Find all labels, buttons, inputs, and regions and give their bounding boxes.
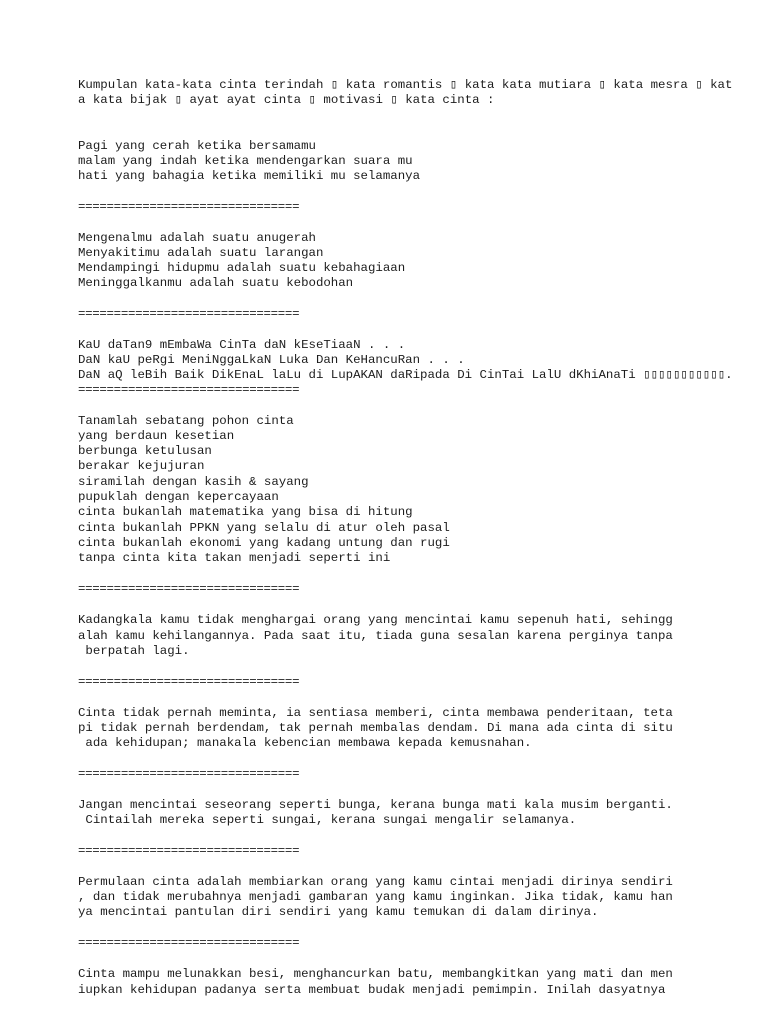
separator-1: ===============================	[78, 200, 300, 214]
separator-2: ===============================	[78, 307, 300, 321]
poem-1-line-1: Pagi yang cerah ketika bersamamu	[78, 139, 316, 153]
paragraph-3-line-2: Cintailah mereka seperti sungai, kerana sungai mengalir selamanya.	[78, 813, 577, 827]
poem-4-line-1: Tanamlah sebatang pohon cinta	[78, 414, 294, 428]
intro-line-1: Kumpulan kata-kata cinta terindah ▯ kata romantis ▯ kata kata mutiara ▯ kata mesra ▯ kat	[78, 78, 733, 92]
separator-8: ===============================	[78, 936, 300, 950]
paragraph-4-line-2: , dan tidak merubahnya menjadi gambaran yang kamu inginkan. Jika tidak, kamu han	[78, 890, 673, 904]
paragraph-1-line-1: Kadangkala kamu tidak menghargai orang yang mencintai kamu sepenuh hati, sehingg	[78, 613, 673, 627]
poem-4-line-4: berakar kejujuran	[78, 459, 205, 473]
paragraph-2-line-2: pi tidak pernah berdendam, tak pernah membalas dendam. Di mana ada cinta di situ	[78, 721, 673, 735]
poem-1-line-3: hati yang bahagia ketika memiliki mu selamanya	[78, 169, 421, 183]
separator-4: ===============================	[78, 582, 300, 596]
paragraph-5-line-2: iupkan kehidupan padanya serta membuat budak menjadi pemimpin. Inilah dasyatnya	[78, 983, 666, 997]
poem-4-line-2: yang berdaun kesetian	[78, 429, 235, 443]
paragraph-3-line-1: Jangan mencintai seseorang seperti bunga, kerana bunga mati kala musim berganti.	[78, 798, 673, 812]
poem-2-line-3: Mendampingi hidupmu adalah suatu kebahagiaan	[78, 261, 406, 275]
poem-4-line-9: cinta bukanlah ekonomi yang kadang untung dan rugi	[78, 536, 450, 550]
paragraph-4-line-1: Permulaan cinta adalah membiarkan orang yang kamu cintai menjadi dirinya sendiri	[78, 875, 673, 889]
poem-4-line-6: pupuklah dengan kepercayaan	[78, 490, 279, 504]
separator-6: ===============================	[78, 767, 300, 781]
poem-4-line-3: berbunga ketulusan	[78, 444, 212, 458]
poem-2-line-1: Mengenalmu adalah suatu anugerah	[78, 231, 316, 245]
separator-7: ===============================	[78, 844, 300, 858]
paragraph-5-line-1: Cinta mampu melunakkan besi, menghancurkan batu, membangkitkan yang mati dan men	[78, 967, 673, 981]
poem-2-line-4: Meninggalkanmu adalah suatu kebodohan	[78, 276, 354, 290]
poem-2-line-2: Menyakitimu adalah suatu larangan	[78, 246, 324, 260]
poem-1-line-2: malam yang indah ketika mendengarkan suara mu	[78, 154, 413, 168]
separator-3: ===============================	[78, 383, 300, 397]
poem-3-line-3: DaN aQ leBih Baik DikEnaL laLu di LupAKAN daRipada Di CinTai LalU dKhiAnaTi ▯▯▯▯▯▯▯▯▯▯▯.	[78, 368, 733, 382]
paragraph-1-line-2: alah kamu kehilangannya. Pada saat itu, tiada guna sesalan karena perginya tanpa	[78, 629, 673, 643]
paragraph-2-line-1: Cinta tidak pernah meminta, ia sentiasa memberi, cinta membawa penderitaan, teta	[78, 706, 673, 720]
poem-4-line-10: tanpa cinta kita takan menjadi seperti ini	[78, 551, 391, 565]
poem-4-line-8: cinta bukanlah PPKN yang selalu di atur oleh pasal	[78, 521, 450, 535]
paragraph-2-line-3: ada kehidupan; manakala kebencian membawa kepada kemusnahan.	[78, 736, 532, 750]
paragraph-4-line-3: ya mencintai pantulan diri sendiri yang kamu temukan di dalam dirinya.	[78, 905, 599, 919]
separator-5: ===============================	[78, 675, 300, 689]
poem-3-line-1: KaU daTan9 mEmbaWa CinTa daN kEseTiaaN . . .	[78, 338, 406, 352]
poem-3-line-2: DaN kaU peRgi MeniNggaLkaN Luka Dan KeHancuRan . . .	[78, 353, 465, 367]
poem-4-line-7: cinta bukanlah matematika yang bisa di hitung	[78, 505, 413, 519]
paragraph-1-line-3: berpatah lagi.	[78, 644, 190, 658]
intro-line-2: a kata bijak ▯ ayat ayat cinta ▯ motivasi ▯ kata cinta :	[78, 93, 495, 107]
poem-4-line-5: siramilah dengan kasih & sayang	[78, 475, 309, 489]
